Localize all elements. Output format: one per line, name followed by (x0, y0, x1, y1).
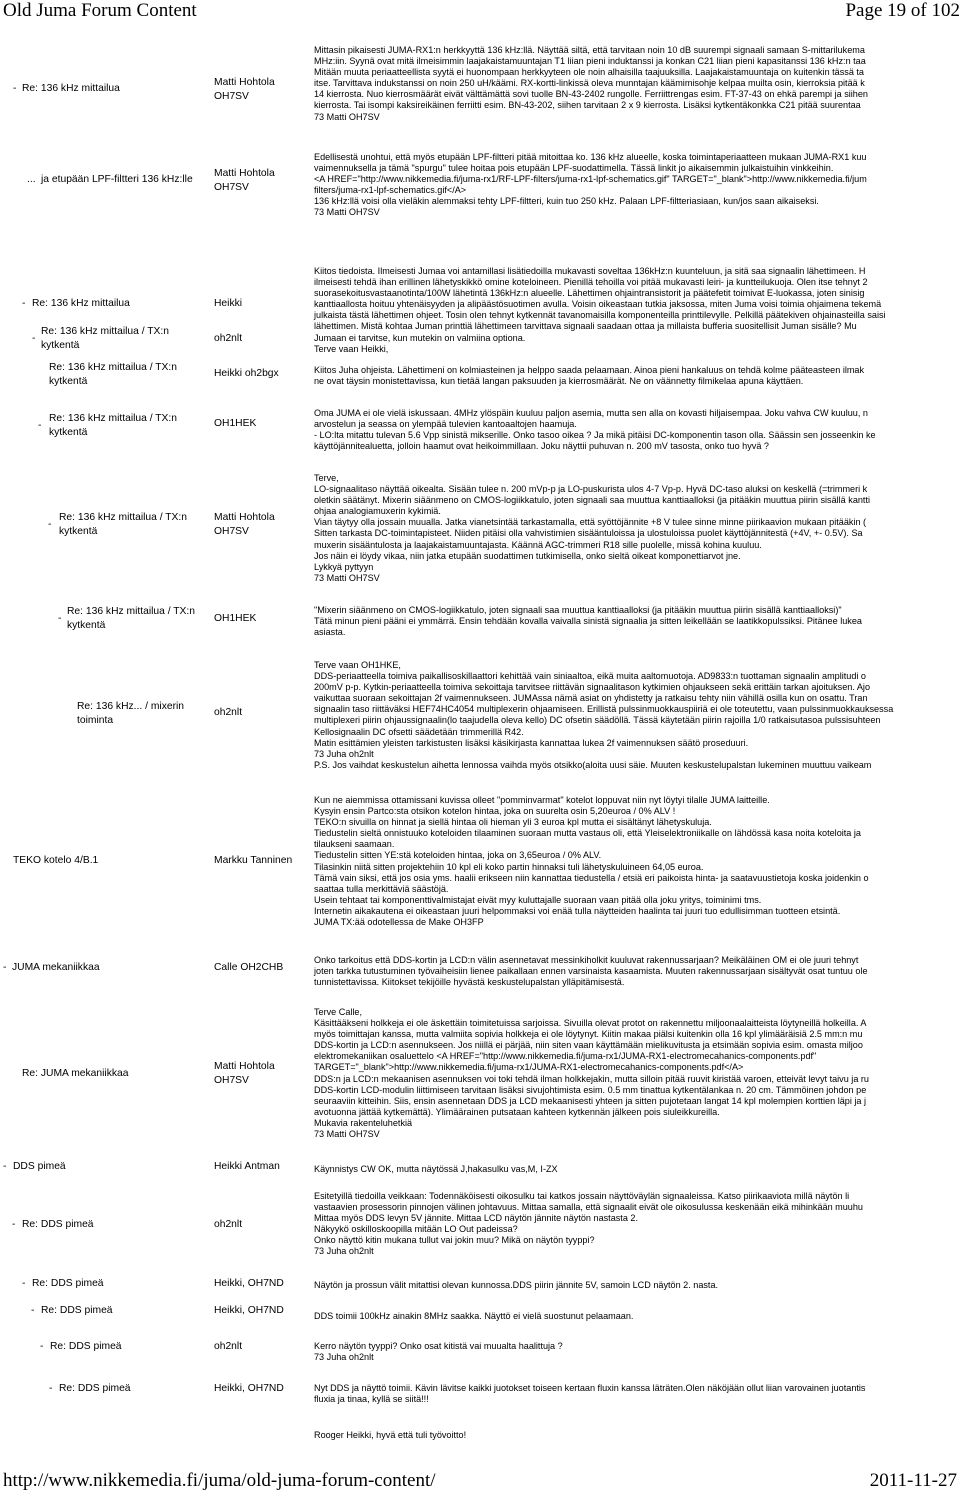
thread-marker: - (12, 1219, 16, 1230)
page-footer (0, 1470, 960, 1492)
subject-text: ja etupään LPF-filtteri 136 kHz:lle (41, 174, 193, 185)
post-subject[interactable] (13, 82, 203, 96)
body-line: vaimennuksella ja tämä "spurgu" tulee hoitaa pois etupään LPF-suodattimella. Tässä linkit jo aikaisemmin julkaistuihin vinkkeihin. (314, 163, 834, 174)
body-line: käyttöjännitealuetta, jolloin haamut ovat heikoimmillaan. Joku näyttii puhuvan n. 200 mV tasosta, onko tuo hyvä ? (314, 441, 769, 452)
body-line: Tätä minun pieni pääni ei ymmärrä. Ensin tehdään kovalla vaivalla sinistä signaalia ja sitten leikellään se laatikkopulssiksi. Pitänee lukea (314, 616, 862, 627)
source-url[interactable]: http://www.nikkemedia.fi/juma/old-juma-forum-content/ (3, 1470, 436, 1491)
body-line: itse. Tarvittava indukstanssi on noin 250 uH/käämi. RX-kortti-linkissä oleva munntajan käämimisohje kelpaa muilta osin, kierroksia pitää k (314, 78, 865, 89)
post-subject[interactable] (3, 1160, 203, 1174)
post-author: Heikki oh2bgx (214, 368, 279, 379)
body-line: 200mV p-p. Kytkin-periaatteella toimiva sekoittaja tarvitsee riittävän signaalitason kytkimien ohjaukseen sekä erittäin tarkan ajoituksen. Ajo (314, 682, 871, 693)
body-line: JUMA TX:ää odotellessa de Make OH3FP (314, 917, 484, 928)
body-line: oletkin säätänyt. Mixerin siäänmeno on CMOS-logiikkatulo, joten signaali saa muuttua kanttiaalloksi (ja pitääkin muuttua piirin sisällä kantti (314, 495, 871, 506)
body-line: Matin esittämien yleisten tarkistusten lisäksi käsikirjasta kannattaa lukea 2f vaimennuksen säätö proseduuri. (314, 737, 749, 748)
post-body (314, 408, 960, 452)
post-author: oh2nlt (214, 707, 243, 718)
thread-marker: - (31, 1305, 35, 1316)
body-line: Kiitos Juha ohjeista. Lähettimeni on kolmiasteinen ja helppo saada pelaamaan. Ainoa pieni hankaluus on tehdä kolme pääteasteen ilmak (314, 365, 865, 375)
body-line: Mitään muuta periaatteellista syytä ei huonompaan herkkyyteen ole noin alhaisilla taajuuksilla. Laajakaistamuuntaja on kuitenkin tässä ta (314, 67, 864, 78)
body-line: Terve vaan Heikki, (314, 343, 389, 354)
body-line: Oma JUMA ei ole vielä iskussaan. 4MHz ylöspäin kuuluu paljon asemia, mutta sen alla on kovasti hiljaisempaa. Joku vahva CW kuuluu, n (314, 408, 868, 418)
post-subject[interactable] (38, 412, 208, 440)
forum-post (0, 1191, 960, 1266)
body-line: julkaista tästä lähettimen ohjeet. Tosin olen tehnyt kytkennät tavanomaisilla komponenteilla printtilevylle. Pelkillä päätekiven ohjainasteilla saisi (314, 310, 886, 321)
post-subject[interactable] (48, 511, 208, 539)
post-author: Matti Hohtola OH7SV (214, 1061, 275, 1086)
body-line: Kiitos tiedoista. Ilmeisesti Jumaa voi antamillasi lisätiedoilla mukavasti soveltaa 136kHz:n kuunteluun, ja sitä saa signaalin lähettimeen. H (314, 266, 866, 276)
post-body (314, 605, 960, 638)
forum-post (0, 1160, 960, 1180)
body-line: Tiedustelin sitten YE:stä koteloiden hintaa, joka on 3,65euroa / 0% ALV. (314, 850, 602, 861)
forum-post (0, 408, 960, 468)
body-line: arvostelun ja seassa on ylempää tulevien kantoaaltojen haamuja. (314, 419, 577, 430)
post-subject[interactable] (58, 605, 208, 633)
body-line: Nyt DDS ja näyttö toimii. Kävin lävitse kaikki juotokset toiseen kertaan fluxin kanssa läträten.Olen näköjään ollut liian varovainen juotantis (314, 1383, 866, 1393)
body-line: Rooger Heikki, hyvä että tuli työvoitto! (314, 1430, 467, 1440)
body-line: Terve Calle, (314, 1007, 363, 1017)
body-line: tilaukseni saamaan. (314, 839, 395, 850)
post-subject[interactable] (12, 1218, 202, 1232)
body-line: filters/juma-rx1-lpf-schematics.gif</A> (314, 185, 467, 196)
body-line: Kysyin ensin Partco:sta otsikon kotelon hintaa, joka on suurelta osin 5,20euroa / 0% ALV ! (314, 806, 676, 817)
body-line: Vian täytyy olla jossain muualla. Jatka vianetsintää tarkastamalla, että syöttöjännite +8 V tulee sinne minne piirikaavion mukaan pitääkin ( (314, 517, 867, 528)
body-line: Esitetyillä tiedoilla veikkaan: Todennäköisesti oikosulku tai katkos jossain näyttöväylän signaaleissa. Katso piirikaaviota millä näytön li (314, 1191, 850, 1201)
body-line: P.S. Jos vaihdat keskustelun aihetta lennossa vaihda myös otsikko(aloita uusi säie. Muuten keskustelupalstan lukeminen muuttuu vaikeam (314, 759, 872, 770)
post-author: Heikki, OH7ND (214, 1383, 284, 1394)
body-line: signaalin taso riittäväksi HEF74HC4054 multiplexerin ohjaamiseen. Erillistä pulssinmuokkauspiiriä ei ole toteutettu, vaan pulssinmuokkauksessa (314, 704, 894, 715)
body-line: 73 Juha oh2nlt (314, 1246, 374, 1257)
forum-post (0, 1339, 960, 1369)
post-body (314, 1383, 960, 1405)
post-body (314, 152, 960, 219)
body-line: vastaavien prosessorin pinnojen välinen johtavuus. Mittaa samalla, että signaalit eivät ole oikosulussa keskenään eikä mihinkään muuhu (314, 1202, 863, 1213)
post-subject[interactable] (31, 1304, 206, 1318)
body-line: 14 kierrosta. Nuo kierrosmäärät eivät välttämättä sovi tuolle BN-43-2402 rungolle. Ferriittrengas esim. FT-37-43 on ehkä parempi ja siihen (314, 89, 868, 100)
print-date: 2011-11-27 (869, 1470, 957, 1491)
body-line: 136 kHz:llä voisi olla vieläkin alemmaksi tehty LPF-filtteri, kuin tuo 250 kHz. Palaan LPF-filtteriasiaan, kun/jos saan aikaiseksi. (314, 196, 819, 207)
thread-marker: ... (27, 174, 36, 185)
body-line: Näkyykö oskilloskoopilla mitään LO Out padeissa? (314, 1224, 518, 1235)
body-line: Käsittääkseni holkkeja ei ole äskettäin toimitetuissa sarjoissa. Sivuilla olevat protot on rakennettu miljoonaalaitteista löytyneillä holkeilla. A (314, 1018, 867, 1029)
body-line: asiasta. (314, 627, 346, 638)
post-body (314, 1164, 960, 1175)
body-line: DDS toimii 100kHz ainakin 8MHz saakka. Näyttö ei vielä suostunut pelaamaan. (314, 1311, 634, 1321)
post-subject[interactable] (49, 361, 199, 389)
subject-text: Re: 136 kHz mittailua / TX:n kytkentä (59, 512, 188, 537)
body-line: "Mixerin siäänmeno on CMOS-logiikkatulo, joten signaali saa muuttua kanttiaalloksi (ja pitääkin muuttua piirin sisällä kanttiaalloksi)" (314, 605, 842, 615)
post-author: Heikki (214, 298, 243, 309)
forum-post (0, 470, 960, 590)
subject-text: Re: DDS pimeä (50, 1341, 122, 1352)
subject-text: JUMA mekaniikkaa (12, 962, 100, 973)
body-line: Onko näyttö kitin mukana tullut vai jokin muu? Mikä on näytön tyyppi? (314, 1235, 595, 1246)
body-line: seuraaviin kitteihin. Siis, ensin asennetaan DDS ja LCD mekaanisesti yhteen ja sitten pujotetaan langat 14 kpl molempien korttien läpi ja j (314, 1095, 866, 1106)
post-body (314, 795, 960, 928)
body-line: Jumaan ei tarvitse, kun mutekin on valmiina optiona. (314, 332, 526, 343)
post-body (314, 473, 960, 584)
body-line: Käynnistys CW OK, mutta näytössä J,hakasulku vas,M, I-ZX (314, 1164, 558, 1174)
thread-marker: - (49, 1383, 53, 1394)
post-subject[interactable] (22, 297, 212, 311)
post-body (314, 1007, 960, 1140)
post-subject[interactable] (27, 173, 217, 187)
subject-text: Re: 136 kHz mittailua (32, 298, 130, 309)
body-line: myös toimittajan kanssa, mutta valmiita sopivia holkkeja ei ole löytynyt. Kiitin makaa piälsi kuitenkin olla 16 kpl ylimääräisiä 2.5 mm:n mu (314, 1029, 863, 1040)
subject-text: Re: 136 kHz mittailua (22, 83, 120, 94)
subject-text: Re: DDS pimeä (22, 1219, 94, 1230)
body-line: 73 Matti OH7SV (314, 207, 380, 218)
thread-marker: - (22, 298, 26, 309)
body-line: saattaa tulla merkittäviä säästöjä. (314, 883, 449, 894)
forum-post (0, 795, 960, 945)
body-line: lähettimen. Mistä kohtaa Juman printtiä lähettimeen tarvittava signaali saadaan ottaa ja millaista bufferia suositellisit Juman sisälle? Mu (314, 321, 857, 332)
subject-text: DDS pimeä (13, 1161, 66, 1172)
post-author: Heikki, OH7ND (214, 1305, 284, 1316)
body-line: fluxia ja tinaa, kyllä se siitä!!! (314, 1394, 429, 1405)
body-line: kanttiaallosta hoituu yhtenäisyyden ja alipäästösuotimen avulla. Voisin oikeastaan tutkia jaksossa, miten Juma voisi toimia ohjaimena tekemä (314, 299, 882, 310)
post-subject[interactable] (32, 325, 202, 353)
body-line: elektromekaniikan osaluettelo <A HREF="http://www.nikkemedia.fi/juma-rx1/JUMA-RX1-electromecahanics-components.pdf" (314, 1051, 817, 1062)
forum-post (0, 43, 960, 143)
body-line: multiplexeri piirin ohjaussignaalin(lo taajudella oleva kello) DC ofsetin säädöllä. Tässä käytetään piirin rajoilla 1/0 ratkaisutasoa pulssisuhteen (314, 715, 881, 726)
body-line: muxerin sisääntulosta ja laajakaistamuuntajasta. Käännä AGC-trimmeri R18 sille puolelle, missä kohina kuuluu. (314, 539, 762, 550)
subject-text: Re: 136 kHz mittailua / TX:n kytkentä (41, 326, 170, 351)
body-line: <A HREF="http://www.nikkemedia.fi/juma-rx1/RF-LPF-filters/juma-rx1-lpf-schematics.gif" TARGET="_blank">http://www.nikkemedia.fi/jum (314, 174, 867, 185)
body-line: Internetin aikakautena ei oikeastaan juuri helpommaksi voi enää tulla näytteiden haalinta tai juuri tuo edullisimman tuotteen etsintä. (314, 905, 841, 916)
body-line: 73 Matti OH7SV (314, 111, 380, 122)
post-author: oh2nlt (214, 1219, 243, 1230)
post-author: Matti Hohtola OH7SV (214, 512, 275, 537)
post-body (314, 1430, 960, 1441)
thread-marker: - (32, 333, 36, 344)
post-body (314, 955, 960, 988)
post-subject[interactable] (40, 1340, 210, 1354)
page-number: Page 19 of 102 (845, 0, 960, 21)
body-line: Mittasin pikaisesti JUMA-RX1:n herkkyyttä 136 kHz:llä. Näyttää siltä, että tarvitaan noin 10 dB suurempi signaali samaan S-mittarilukema (314, 45, 865, 55)
subject-text: Re: JUMA mekaniikkaa (22, 1068, 129, 1079)
post-author: OH1HEK (214, 613, 257, 624)
body-line: DDS-kortin LCD-modulin liittimiseen tarvitaan lisäksi sivujohtimista esim. 0.5 mm tinattua kytkentälankaa n. 20 cm. Tämmöinen johdon pe (314, 1084, 867, 1095)
body-line: Kun ne aiemmissa ottamissani kuvissa olleet "pomminvarmat" kotelot loppuvat niin nyt löytyi tilalle JUMA laitteille. (314, 795, 770, 805)
post-author: oh2nlt (214, 333, 243, 344)
subject-text: Re: DDS pimeä (59, 1383, 131, 1394)
body-line: 73 Matti OH7SV (314, 1129, 380, 1140)
forum-post (0, 605, 960, 655)
post-author: OH1HEK (214, 418, 257, 429)
forum-post (0, 361, 960, 406)
body-line: Kellosignaalin DC ofsetti säädetään trimmerillä R42. (314, 726, 524, 737)
body-line: kierrosta. Tai isompi kaksireikäinen ferriitti esim. BN-43-202, siihen tarvitaan 2 x 9 kierrosta. Lisäksi kytkentäkonkka C21 pitää suurentaa (314, 100, 861, 111)
body-line: LO-signaalitaso näyttää oikealta. Sisään tulee n. 200 mVp-p ja LO-puskurista ulos 4-7 Vp-p. Hyvä DC-taso aluksi on keskellä (=trimmeri k (314, 484, 868, 495)
post-author: Heikki Antman (214, 1161, 280, 1172)
forum-post (0, 1304, 960, 1322)
body-line: Sitten tarkasta DC-toimintapisteet. Niiden pitäisi olla vahvistimien sisääntuloissa ja ulostuloissa puolet käyttöjännitestä (+4V, +- 0.5V). Sa (314, 528, 863, 539)
body-line: Mukavia rakenteluhetkiä (314, 1117, 413, 1128)
body-line: Onko tarkoitus että DDS-kortin ja LCD:n välin asennetavat messinkiholkit kuuluvat rakennussarjaan? Meikäläinen OM ei ole juuri tehnyt (314, 955, 859, 965)
body-line: Mittaa myös DDS levyn 5V jännite. Mittaa LCD näytön jännite näytön nastasta 2. (314, 1213, 639, 1224)
thread-marker: - (40, 1341, 44, 1352)
body-line: Näytön ja prossun välit mitattisi olevan kunnossa.DDS piirin jännite 5V, samoin LCD näytön 2. nasta. (314, 1280, 719, 1290)
post-subject[interactable] (13, 854, 203, 868)
forum-post (0, 1430, 960, 1446)
post-body (314, 365, 960, 387)
body-line: ne ovat täysin monistettavissa, kun tietää langan paksuuden ja kierrosmäärät. Ne on väännetty filmikelaa apuna käyttäen. (314, 376, 804, 387)
body-line: tunnistettavissa. Kiitokset tekijöille hyvästä keskustelupalstan ylläpitämisestä. (314, 977, 625, 988)
post-subject[interactable] (22, 1277, 202, 1291)
body-line: Kerro näytön tyyppi? Onko osat kitistä vai muualta haalittuja ? (314, 1341, 563, 1351)
body-line: DDS-kortin ja LCD:n asennukseen. Jos niillä ei pärjää, niin siten vaan käyttämään mielikuvitusta ja etsimään sopivia esim. omasta miljoo (314, 1040, 863, 1051)
subject-text: TEKO kotelo 4/B.1 (13, 855, 99, 866)
post-body (314, 660, 960, 771)
body-line: joten tarkka tutustuminen työvaiheisiin lienee paikallaan ennen varsinaista kasaamista. Muuten rakennussarjaan sisältyvät osat tuntuu ole (314, 966, 868, 977)
forum-post (0, 1277, 960, 1295)
thread-marker: - (58, 613, 62, 624)
body-line: Edellisestä unohtui, että myös etupään LPF-filtteri pitää mitoittaa ko. 136 kHz alueelle, koska toimintaperiaatteen mukaan JUMA-RX1 kuu (314, 152, 867, 162)
body-line: ilmeisesti tehdä ihan erillinen lähetyskikkö omine koteloineen. Pienillä tehoilla voi pitää mukavasti leiri- ja kuntteilukuoja. Olen itse tehnyt 2 (314, 277, 868, 288)
post-author: Heikki, OH7ND (214, 1278, 284, 1289)
body-line: Usein tehtaat tai komponenttivalmistajat eivät myy kuluttajalle suoraan vaan pitää olla joku yritys, toiminimi tms. (314, 894, 762, 905)
thread-marker: - (3, 962, 7, 973)
body-line: suorasekoitusvastaanotinta/100W lähetintä 136kHz:n alueelle. Lähettimen ohjaintransistorit ja päätefetit toimivat E-luokassa, joten sinisig (314, 288, 865, 299)
document-title: Old Juma Forum Content (3, 0, 197, 21)
subject-text: Re: DDS pimeä (41, 1305, 113, 1316)
post-author: Markku Tanninen (214, 855, 293, 866)
body-line: Tämä vain siksi, että jos osia yms. haalii erikseen niin kannattaa tiedustella / etsiä eri paikoista hinta- ja saatavuustietoja koska joidenkin o (314, 872, 869, 883)
post-author: Matti Hohtola OH7SV (214, 168, 275, 193)
body-line: Terve, (314, 473, 339, 483)
thread-marker: - (38, 420, 42, 431)
subject-text: Re: DDS pimeä (32, 1278, 104, 1289)
body-line: 73 Juha oh2nlt (314, 1352, 374, 1363)
post-subject[interactable] (22, 1067, 202, 1081)
body-line: Jos näin ei löydy vikaa, niin jatka etupään suodattimen tutkimisella, onko sieltä oikeat komponettiarvot jne. (314, 550, 741, 561)
post-subject[interactable] (49, 1382, 209, 1396)
post-subject[interactable] (3, 961, 203, 975)
post-author: Calle OH2CHB (214, 962, 284, 973)
post-subject[interactable] (77, 700, 207, 728)
body-line: TEKO:n sivuilla on hinnat ja siellä hintaa oli hieman yli 3 euroa kpl mutta ei sisältänyt lähetyskuluja. (314, 817, 712, 828)
forum-post (0, 152, 960, 262)
forum-post (0, 1007, 960, 1147)
subject-text: Re: 136 kHz mittailua / TX:n kytkentä (67, 606, 196, 631)
thread-marker: - (22, 1278, 26, 1289)
post-body (314, 1191, 960, 1258)
post-body (314, 1311, 960, 1322)
forum-post (0, 1381, 960, 1411)
body-line: MHz:iin. Syynä ovat mitä ilmeisimmin laajakaistamuuntajan T1 liian pieni induktanssi ja konkan C21 liian pieni kapasitanssi 136 kHz:n taa (314, 56, 866, 67)
post-body (314, 45, 960, 123)
forum-post (0, 320, 960, 360)
body-line: 73 Juha oh2nlt (314, 748, 374, 759)
body-line: DDS-periaatteella toimiva paikallisoskillaattori kehittää vain siniaaltoa, eikä muita aaltomuotoja. AD9833:n tuottaman signaalin amplitudi o (314, 671, 866, 682)
forum-post (0, 955, 960, 995)
thread-marker: - (3, 1161, 7, 1172)
body-line: vaikuttaa suoraan sekoittajan 2f vaimennukseen. JUMAssa nämä asiat on yhdistetty ja ratkaisu tehty niin vähillä osilla kun on osattu. Tran (314, 693, 868, 704)
body-line: avotuonna jättää kytkemättä). Ylimäärainen putsataan kahteen kytkennän jälkeen pois siuleikkureilla. (314, 1106, 720, 1117)
subject-text: Re: 136 kHz... / mixerin toiminta (77, 701, 185, 726)
post-body (314, 1280, 960, 1291)
subject-text: Re: 136 kHz mittailua / TX:n kytkentä (49, 413, 178, 438)
thread-marker: - (13, 83, 17, 94)
body-line: Lykkyä pyttyyn (314, 561, 374, 572)
body-line: TARGET="_blank">http://www.nikkemedia.fi/juma-rx1/JUMA-RX1-electromecahanics-components.pdf</A> (314, 1062, 744, 1073)
body-line: Tiedustelin sieltä onnistuuko koteloiden tilaaminen suoraan mutta vastaus oli, että Yleiselektroniikalle on lähdössä kasa noita koteloita ja (314, 828, 861, 839)
thread-marker: - (48, 519, 52, 530)
subject-text: Re: 136 kHz mittailua / TX:n kytkentä (49, 362, 178, 387)
body-line: Tilasinkin niitä sitten projektehiin 10 kpl eli koko partin hinnaksi tuli lähetyskuluineen 64,05 euroa. (314, 861, 704, 872)
forum-post (0, 660, 960, 780)
body-line: ohjaa analogiamuxerin kykimiä. (314, 506, 441, 517)
post-body (314, 1341, 960, 1363)
body-line: - LO:lta mitattu tulevan 5.6 Vpp sinistä mikserille. Onko tasoo oikea ? Ja mikä pitäisi DC-komponentin tason olla. Säässin sen josseenkin ke (314, 430, 876, 441)
body-line: 73 Matti OH7SV (314, 572, 380, 583)
post-author: oh2nlt (214, 1341, 243, 1352)
body-line: DDS:n ja LCD:n mekaanisen asennuksen voi toki tehdä ilman holkkejakin, mutta silloin pitää ruuvit kiristää varoen, etteivät levyt taivu ja ru (314, 1073, 869, 1084)
body-line: Terve vaan OH1HKE, (314, 660, 401, 670)
post-author: Matti Hohtola OH7SV (214, 77, 275, 102)
